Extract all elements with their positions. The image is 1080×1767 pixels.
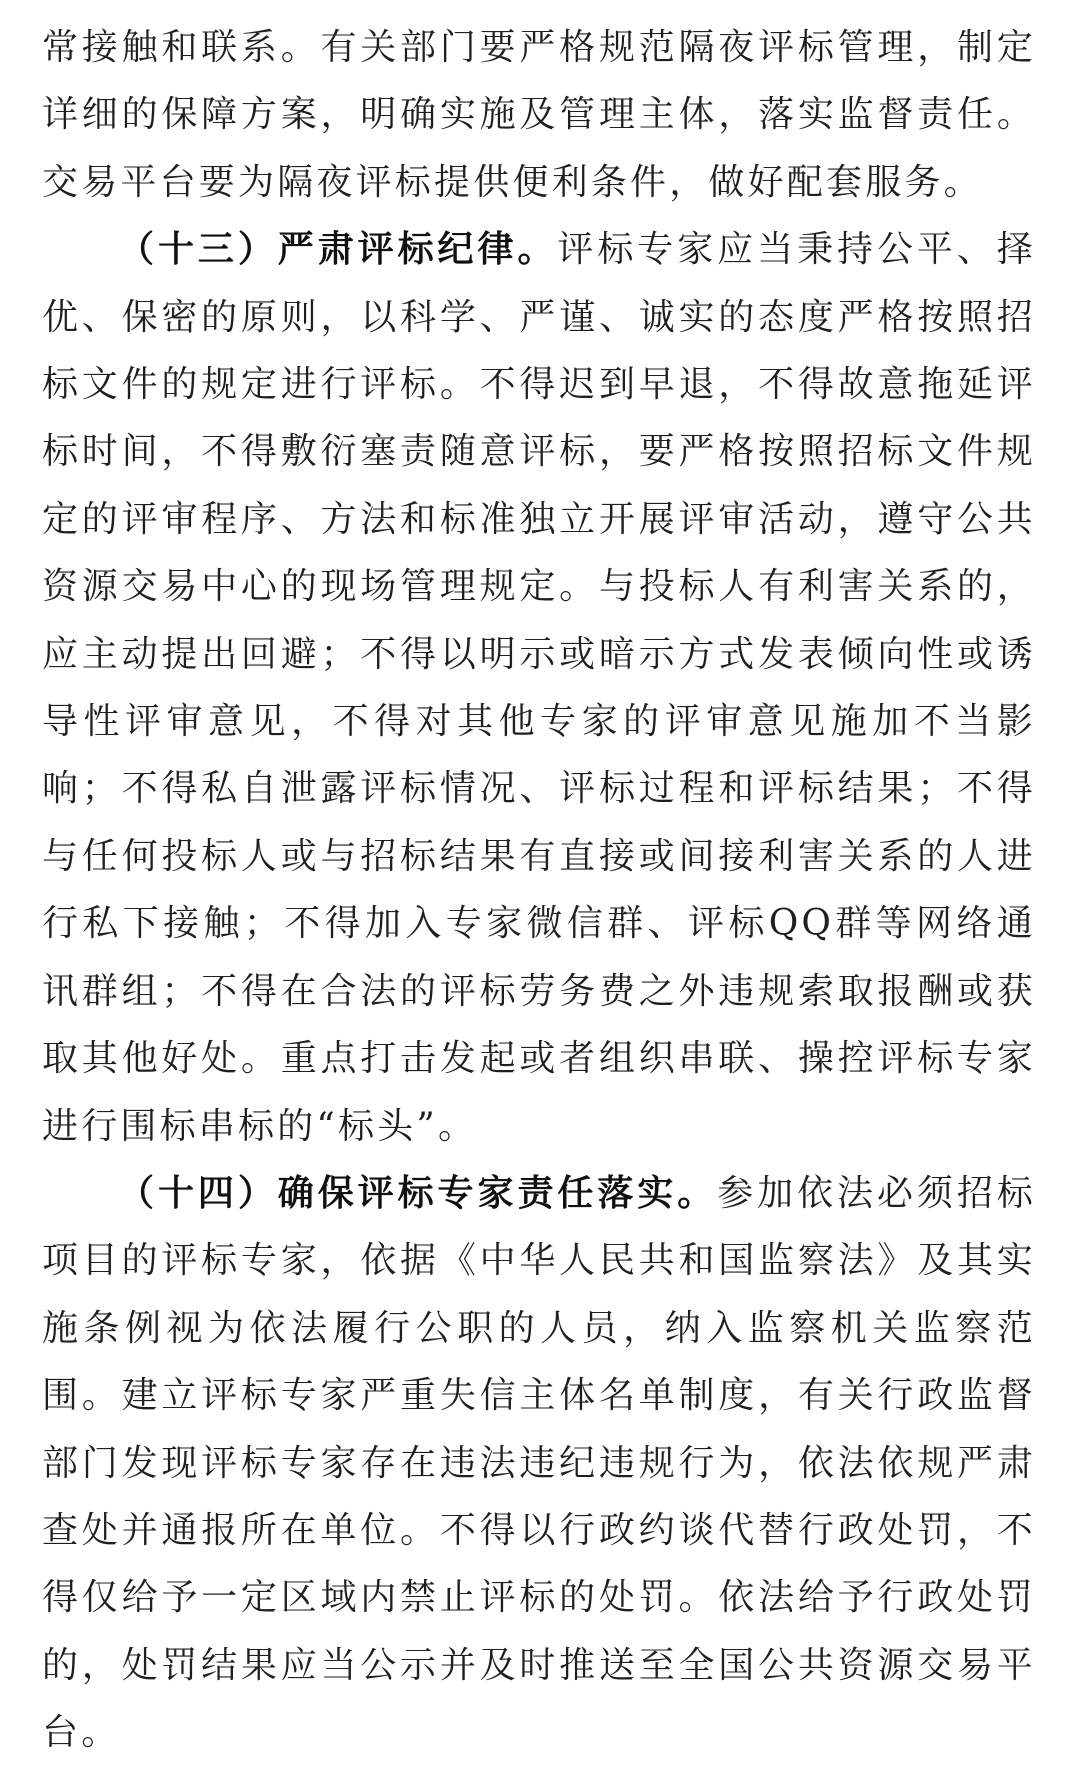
section-heading: （十四）确保评标专家责任落实。 (118, 1172, 718, 1214)
paragraph-text: 评标专家应当秉持公平、择优、保密的原则，以科学、严谨、诚实的态度严格按照招标文件的规定进行评标。不得迟到早退，不得故意拖延评标时间，不得敷衍塞责随意评标，要严格按照招标文件规定的评审程序、方法和标准独立开展评审活动，遵守公共资源交易中心的现场管理规定。与投标人有利害关系的，应主动提出回避；不得以明示或暗示方式发表倾向性或诱导性评审意见，不得对其他专家的评审意见施加不当影响；不得私自泄露评标情况、评标过程和评标结果；不得与任何投标人或与招标结果有直接或间接利害关系的人进行私下接触；不得加入专家微信群、评标QQ群等网络通讯群组；不得在合法的评标劳务费之外违规索取报酬或获取其他好处。重点打击发起或者组织串联、操控评标专家进行围标串标的“标头”。 (42, 229, 1037, 1147)
section-heading: （十三）严肃评标纪律。 (118, 229, 558, 271)
paragraph-text: 常接触和联系。有关部门要严格规范隔夜评标管理，制定详细的保障方案，明确实施及管理主体，落实监督责任。交易平台要为隔夜评标提供便利条件，做好配套服务。 (42, 27, 1036, 203)
paragraph-text: 参加依法必须招标项目的评标专家，依据《中华人民共和国监察法》及其实施条例视为依法履行公职的人员，纳入监察机关监察范围。建立评标专家严重失信主体名单制度，有关行政监督部门发现评标专家存在违法违纪违规行为，依法依规严肃查处并通报所在单位。不得以行政约谈代替行政处罚，不得仅给予一定区域内禁止评标的处罚。依法给予行政处罚的，处罚结果应当公示并及时推送至全国公共资源交易平台。 (42, 1172, 1036, 1754)
paragraph-continuation (42, 14, 1036, 216)
paragraph-section-13 (42, 216, 1036, 1160)
paragraph-section-14 (42, 1160, 1036, 1767)
